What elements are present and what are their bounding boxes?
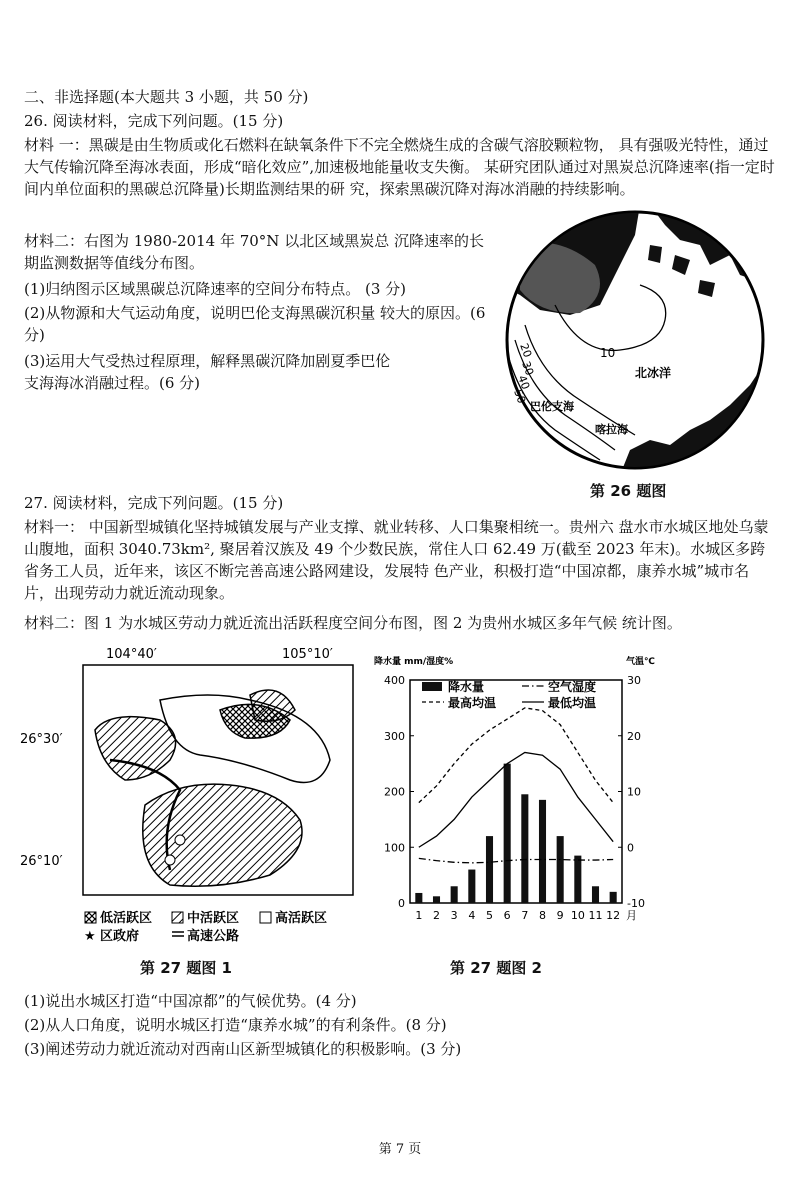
- x-tick-label: 5: [486, 909, 493, 922]
- figure-26-caption: 第 26 题图: [590, 482, 667, 500]
- precip-bar: [451, 886, 458, 903]
- precip-bar: [468, 870, 475, 903]
- map-circle: [175, 835, 185, 845]
- legend-low-swatch: [85, 912, 96, 923]
- legend-label: 最低均温: [548, 696, 597, 710]
- lon-left-label: 104°40′: [106, 647, 157, 662]
- map-circle: [165, 855, 175, 865]
- x-tick-label: 4: [468, 909, 476, 922]
- q26-sub1: (1)归纳图示区域黑碳总沉降速率的空间分布特点。 (3 分): [24, 280, 407, 298]
- legend-mid-swatch: [172, 912, 183, 923]
- contour-label-20: 20: [517, 341, 535, 360]
- x-tick-label: 7: [521, 909, 529, 922]
- precip-bar: [521, 794, 528, 903]
- x-tick-label: 1: [415, 909, 423, 922]
- q26-sub2: (2)从物源和大气运动角度，说明巴伦支海黑碳沉积量 较大的原因。(6 分): [24, 304, 486, 344]
- series-line-最低均温: [419, 752, 613, 847]
- legend-label: 最高均温: [448, 696, 497, 710]
- q26-material1: 材料 一：黑碳是由生物质或化石燃料在缺氧条件下不完全燃烧生成的含碳气溶胶颗粒物， 具有强吸光特性，通过大气传输沉降至海冰表面，形成“暗化效应”,加速极地能量收支失衡。 某研究团队通过对黑炭总沉降速率(指一定时间内单位面积的黑碳总沉降量)长期监测结果的研 究，探索黑碳沉降对海冰消融的持续影响。: [24, 136, 775, 198]
- q26-title: 26. 阅读材料，完成下列问题。(15 分): [24, 112, 284, 130]
- figure-27-1-caption: 第 27 题图 1: [140, 959, 232, 977]
- left-tick-label: 200: [384, 785, 405, 799]
- x-unit-label: 月: [626, 909, 637, 922]
- legend-swatch-precip: [422, 682, 442, 691]
- q26-material2: 材料二：右图为 1980-2014 年 70°N 以北区域黑炭总 沉降速率的长期监测数据等值线分布图。: [24, 232, 484, 272]
- x-tick-label: 9: [556, 909, 564, 922]
- right-tick-label: 0: [627, 841, 634, 855]
- precip-bar: [433, 896, 440, 903]
- series-line-最高均温: [419, 708, 613, 803]
- precip-bar: [592, 886, 599, 903]
- legend-label: 空气湿度: [548, 680, 597, 694]
- kara-sea-label: 喀拉海: [595, 423, 628, 436]
- series-line-空气湿度: [419, 858, 613, 862]
- x-tick-label: 6: [503, 909, 511, 922]
- right-axis-title: 气温℃: [626, 657, 655, 667]
- legend-high-label: 高活跃区: [275, 911, 328, 926]
- precip-bar: [539, 800, 546, 903]
- x-tick-label: 2: [433, 909, 440, 922]
- right-tick-label: 30: [627, 674, 641, 687]
- x-tick-label: 12: [606, 909, 621, 922]
- contour-label-30: 30: [519, 359, 537, 378]
- x-tick-label: 10: [570, 909, 585, 922]
- left-tick-label: 0: [398, 897, 405, 910]
- barents-sea-label: 巴伦支海: [530, 400, 574, 413]
- legend-label: 降水量: [448, 680, 485, 694]
- right-tick-label: 20: [627, 729, 641, 743]
- lat-bottom-label: 26°10′: [20, 854, 63, 869]
- precip-bar: [486, 836, 493, 903]
- arctic-map: [500, 205, 770, 475]
- island: [648, 245, 662, 263]
- left-tick-label: 300: [384, 729, 405, 743]
- right-tick-label: 10: [627, 785, 641, 799]
- q27-material1: 材料一： 中国新型城镇化坚持城镇发展与产业支撑、就业转移、人口集聚相统一。贵州六 盘水市水城区地处乌蒙山腹地，面积 3040.73km², 聚居着汉族及 49 个少数民族，常住人口 62.49 万(截至 2023 年末)。水城区多跨省务工人员，近年来，该区不断完善高速公路网建设，发展特 色产业，积极打造“中国凉都，康养水城”城市名片，出现劳动力就近流动现象。: [24, 518, 769, 602]
- q27-material2: 材料二：图 1 为水城区劳动力就近流出活跃程度空间分布图，图 2 为贵州水城区多年气候 统计图。: [24, 614, 682, 632]
- precip-bar: [504, 764, 511, 903]
- arctic-ocean-label: 北冰洋: [635, 366, 672, 380]
- lat-top-label: 26°30′: [20, 732, 63, 747]
- precip-bar: [557, 836, 564, 903]
- contour-label-40: 40: [515, 373, 533, 392]
- q27-sub3: (3)阐述劳动力就近流动对西南山区新型城镇化的积极影响。(3 分): [24, 1040, 462, 1058]
- precip-bar: [610, 892, 617, 903]
- legend-mid-label: 中活跃区: [187, 911, 240, 926]
- contour-label-50: 50: [511, 387, 529, 406]
- climate-chart: [372, 648, 672, 948]
- left-axis-title: 降水量 mm/湿度%: [374, 657, 454, 667]
- contour-label-10: 10: [600, 346, 616, 360]
- star-icon: ★: [84, 929, 96, 944]
- x-tick-label: 11: [588, 909, 603, 922]
- q27-sub1: (1)说出水城区打造“中国凉都”的气候优势。(4 分): [24, 992, 357, 1010]
- legend-gov-label: 区政府: [100, 929, 140, 944]
- plot-frame: [410, 680, 622, 903]
- q27-sub2: (2)从人口角度，说明水城区打造“康养水城”的有利条件。(8 分): [24, 1016, 447, 1034]
- legend-low-label: 低活跃区: [100, 911, 153, 926]
- page-footer: 第 7 页: [378, 1142, 422, 1157]
- q27-title: 27. 阅读材料，完成下列问题。(15 分): [24, 494, 284, 512]
- x-tick-label: 3: [450, 909, 458, 922]
- precip-bar: [415, 893, 422, 903]
- shuicheng-map: [20, 640, 365, 980]
- lon-right-label: 105°10′: [282, 647, 333, 662]
- left-tick-label: 400: [384, 674, 405, 687]
- section-header: 二、非选择题(本大题共 3 小题，共 50 分): [24, 88, 309, 106]
- legend-high-swatch: [260, 912, 271, 923]
- left-tick-label: 100: [384, 841, 405, 855]
- x-tick-label: 8: [539, 909, 546, 922]
- q26-sub3: (3)运用大气受热过程原理，解释黑碳沉降加剧夏季巴伦支海海冰消融过程。(6 分): [24, 352, 391, 392]
- precip-bar: [574, 856, 581, 903]
- right-tick-label: -10: [627, 897, 645, 910]
- legend-highway-label: 高速公路: [187, 929, 240, 944]
- figure-27-2-caption: 第 27 题图 2: [450, 959, 542, 977]
